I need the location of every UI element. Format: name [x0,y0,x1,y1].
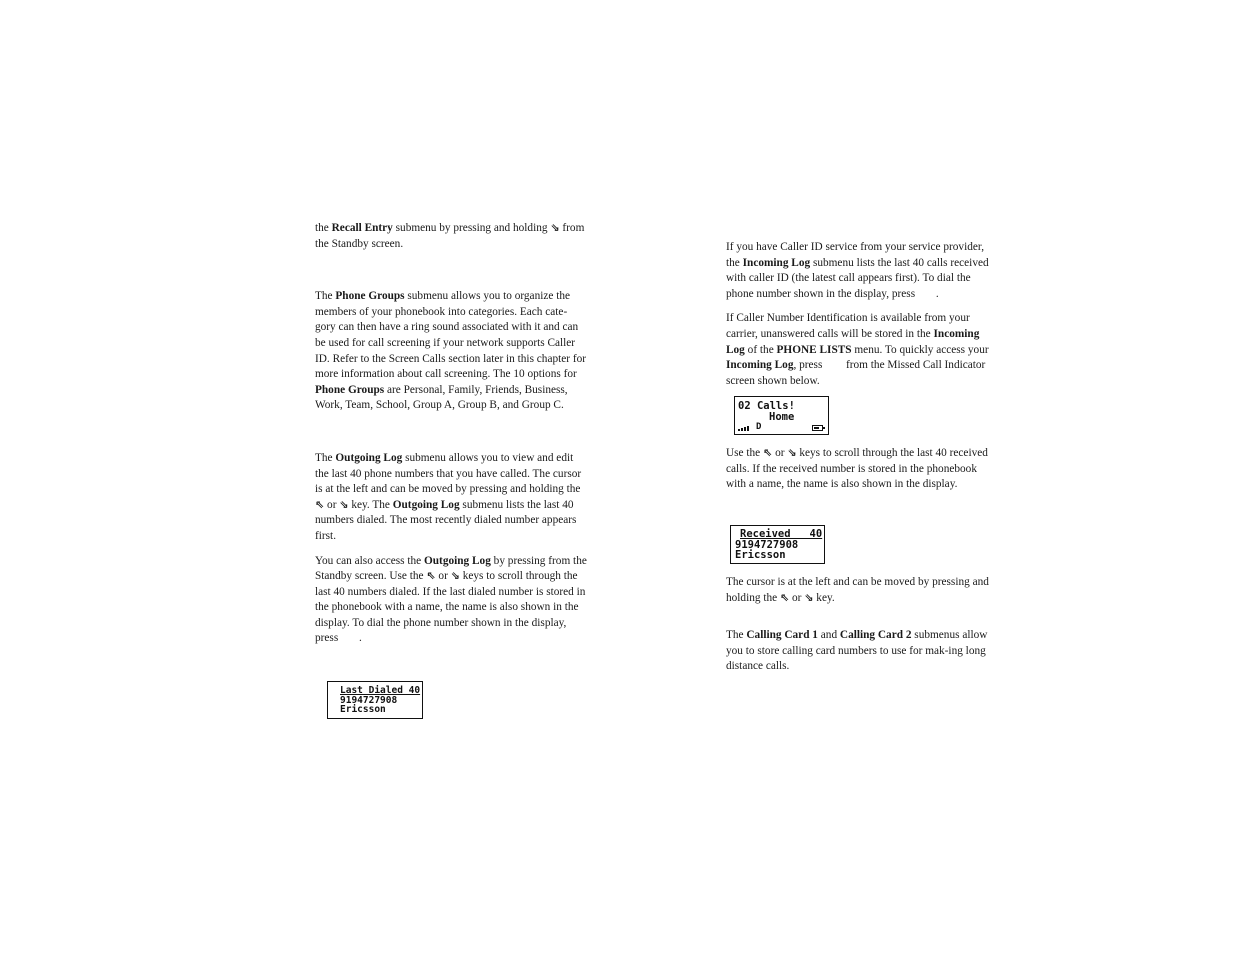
last-dialed-display [327,681,423,719]
down-arrow-icon: ⇘ [339,497,349,511]
signal-strength-icon [738,426,749,431]
down-arrow-icon: ⇘ [787,446,797,459]
lcd-line-1: Received 40 [740,528,823,540]
outgoing-log-access-paragraph: You can also access the Outgoing Log by pressing from the Standby screen. Use the ⇖ or ⇘ keys to scroll through the last 40 numbers dialed. If the last dialed number is stored in the phonebook with a name, the name is also shown in the display. To dial the phone number shown in the display, press . [315,554,587,645]
lcd-line-3: Ericsson [735,549,786,561]
lcd-line-3: Ericsson [340,704,386,715]
battery-icon [812,425,823,431]
incoming-log-paragraph: If you have Caller ID service from your service provider, the Incoming Log submenu lists the last 40 calls received with caller ID (the latest call appears first). To dial the phone number shown in the display, press . [726,241,989,300]
lcd-line-1: Last Dialed 40 [340,685,421,696]
up-arrow-icon: ⇖ [426,569,436,583]
caller-id-paragraph: If Caller Number Identification is available from your carrier, unanswered calls will be stored in the Incoming Log of the PHONE LISTS menu. To quickly access your Incoming Log, press from the Missed Call Indicator screen shown below. [726,312,989,387]
up-arrow-icon: ⇖ [779,590,790,604]
up-arrow-icon: ⇖ [763,446,773,459]
scroll-received-paragraph: Use the ⇖ or ⇘ keys to scroll through the last 40 received calls. If the received number is stored in the phonebook with a name, the name is also shown in the display. [726,446,988,491]
cursor-paragraph: The cursor is at the left and can be moved by pressing and holding the ⇖ or ⇘ key. [726,576,989,604]
lcd-line-3: D [756,422,762,432]
right-column-top [726,240,998,389]
right-column-bottom [726,575,998,675]
down-arrow-icon: ⇘ [550,221,560,234]
lcd-line-1: 02 Calls! [738,400,795,412]
down-arrow-icon: ⇘ [804,590,814,604]
missed-call-display [734,396,829,435]
right-column-middle [726,446,998,493]
received-display [730,525,825,564]
lcd-line-2: 9194727908 [340,695,398,706]
calling-card-paragraph: The Calling Card 1 and Calling Card 2 submenus allow you to store calling card numbers to use for mak-ing long distance calls. [726,629,988,673]
recall-entry-paragraph: the Recall Entry submenu by pressing and holding ⇘ from the Standby screen. [315,221,585,250]
up-arrow-icon: ⇖ [315,497,325,511]
lcd-line-2: 9194727908 [735,539,799,551]
phone-groups-paragraph: The Phone Groups submenu allows you to organize the members of your phonebook into categories. Each cate-gory can then have a ring sound associated with it and can be used for call screening if your network supports Caller ID. Refer to the Screen Calls section later in this chapter for more information about call screening. The 10 options for Phone Groups are Personal, Family, Friends, Business, Work, Team, School, Group A, Group B, and Group C. [315,290,587,412]
down-arrow-icon: ⇘ [450,569,460,583]
lcd-line-2: Home [769,411,795,423]
outgoing-log-paragraph: The Outgoing Log submenu allows you to view and edit the last 40 phone numbers that you have called. The cursor is at the left and can be moved by pressing and holding the ⇖ or ⇘ key. The Outgoing Log submenu lists the last 40 numbers dialed. The most recently dialed number appears first. [315,451,582,542]
left-column [315,221,587,647]
